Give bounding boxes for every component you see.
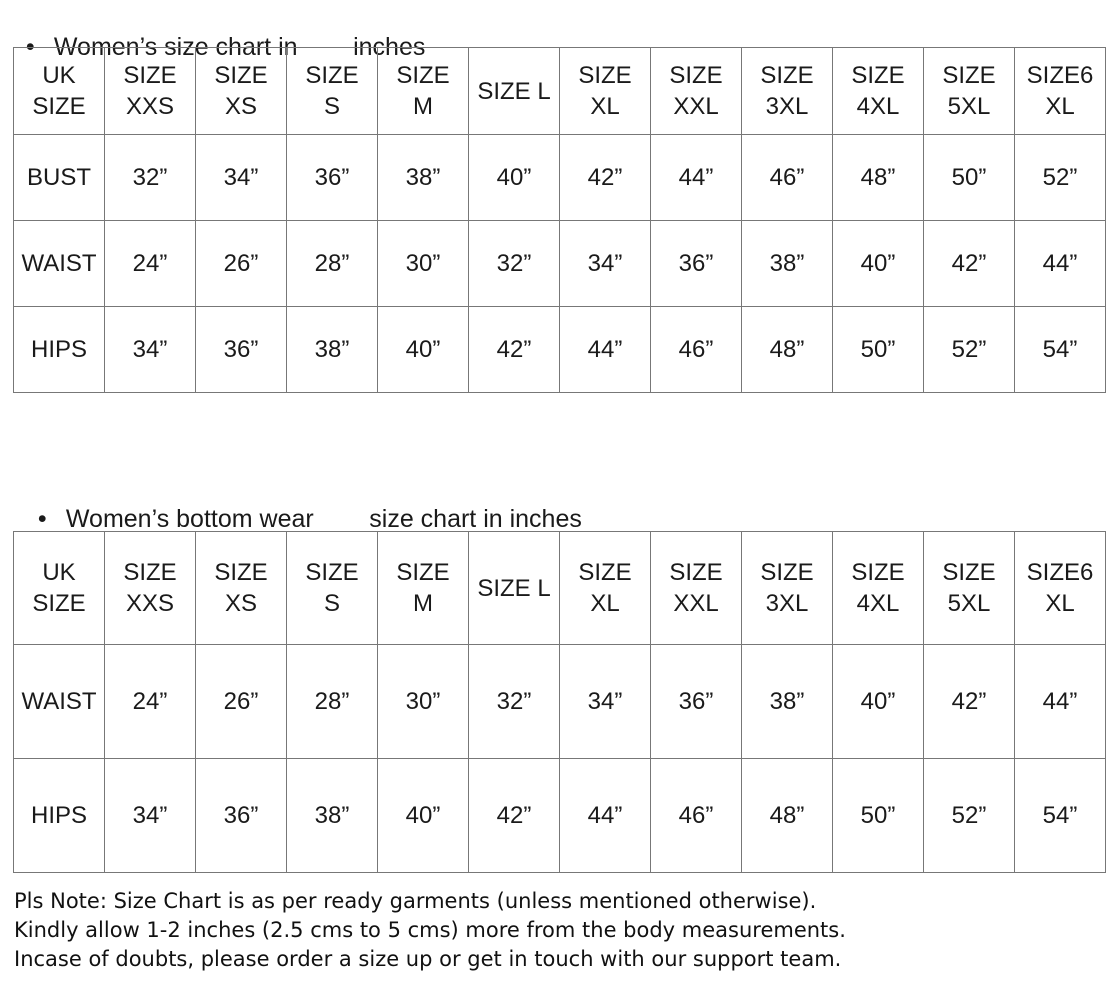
row-label: HIPS xyxy=(14,759,105,873)
note-line: Incase of doubts, please order a size up or get in touch with our support team. xyxy=(14,947,842,971)
table-row-waist xyxy=(14,645,1106,759)
measurement-cell: 36” xyxy=(651,221,742,307)
header-cell-size: SIZE XXL xyxy=(651,532,742,645)
bullet-icon: • xyxy=(37,505,47,533)
measurement-cell: 34” xyxy=(560,221,651,307)
header-cell-size: SIZE XXS xyxy=(105,48,196,135)
heading-text: Women’s bottom wear size chart in inches xyxy=(65,505,582,533)
measurement-cell: 36” xyxy=(196,307,287,393)
measurement-cell: 44” xyxy=(560,307,651,393)
row-label: WAIST xyxy=(14,221,105,307)
header-cell-size: SIZE S xyxy=(287,48,378,135)
measurement-cell: 42” xyxy=(469,759,560,873)
measurement-cell: 38” xyxy=(742,645,833,759)
header-cell-size: SIZE6 XL xyxy=(1015,532,1106,645)
table-row-bust xyxy=(14,135,1106,221)
measurement-cell: 54” xyxy=(1015,307,1106,393)
measurement-cell: 24” xyxy=(105,221,196,307)
row-label: HIPS xyxy=(14,307,105,393)
table-row-hips xyxy=(14,759,1106,873)
measurement-cell: 26” xyxy=(196,221,287,307)
measurement-cell: 42” xyxy=(560,135,651,221)
measurement-cell: 42” xyxy=(924,221,1015,307)
bullet-icon: • xyxy=(25,33,35,61)
measurement-cell: 48” xyxy=(833,135,924,221)
measurement-cell: 46” xyxy=(742,135,833,221)
measurement-cell: 28” xyxy=(287,221,378,307)
measurement-cell: 34” xyxy=(105,759,196,873)
measurement-cell: 32” xyxy=(469,221,560,307)
measurement-cell: 38” xyxy=(742,221,833,307)
measurement-cell: 34” xyxy=(196,135,287,221)
measurement-cell: 50” xyxy=(833,759,924,873)
measurement-cell: 32” xyxy=(105,135,196,221)
header-cell-uk-size: UK SIZE xyxy=(14,532,105,645)
header-cell-size: SIZE S xyxy=(287,532,378,645)
header-cell-size: SIZE XXS xyxy=(105,532,196,645)
measurement-cell: 46” xyxy=(651,307,742,393)
measurement-cell: 34” xyxy=(105,307,196,393)
header-cell-size: SIZE 3XL xyxy=(742,48,833,135)
header-cell-size: SIZE 4XL xyxy=(833,48,924,135)
measurement-cell: 28” xyxy=(287,645,378,759)
measurement-cell: 38” xyxy=(287,759,378,873)
header-cell-size: SIZE6 XL xyxy=(1015,48,1106,135)
table-row-waist xyxy=(14,221,1106,307)
measurement-cell: 36” xyxy=(196,759,287,873)
measurement-cell: 42” xyxy=(469,307,560,393)
womens-bottom-wear-table xyxy=(13,531,1106,873)
header-cell-size: SIZE 5XL xyxy=(924,48,1015,135)
heading-text: Women’s size chart in inches xyxy=(53,33,426,61)
measurement-cell: 42” xyxy=(924,645,1015,759)
measurement-cell: 54” xyxy=(1015,759,1106,873)
measurement-cell: 52” xyxy=(1015,135,1106,221)
size-chart-notes xyxy=(14,887,846,974)
measurement-cell: 40” xyxy=(833,645,924,759)
measurement-cell: 44” xyxy=(651,135,742,221)
measurement-cell: 26” xyxy=(196,645,287,759)
womens-size-chart-table xyxy=(13,47,1106,393)
measurement-cell: 40” xyxy=(469,135,560,221)
header-cell-size: SIZE XL xyxy=(560,532,651,645)
header-cell-size: SIZE XS xyxy=(196,48,287,135)
header-cell-size: SIZE XXL xyxy=(651,48,742,135)
header-row xyxy=(14,532,1106,645)
header-cell-size: SIZE L xyxy=(469,532,560,645)
measurement-cell: 30” xyxy=(378,645,469,759)
header-cell-size: SIZE XL xyxy=(560,48,651,135)
measurement-cell: 40” xyxy=(378,307,469,393)
header-cell-size: SIZE L xyxy=(469,48,560,135)
measurement-cell: 44” xyxy=(1015,221,1106,307)
measurement-cell: 36” xyxy=(287,135,378,221)
measurement-cell: 50” xyxy=(924,135,1015,221)
measurement-cell: 48” xyxy=(742,759,833,873)
header-row xyxy=(14,48,1106,135)
measurement-cell: 44” xyxy=(560,759,651,873)
header-cell-size: SIZE 5XL xyxy=(924,532,1015,645)
measurement-cell: 40” xyxy=(378,759,469,873)
table-row-hips xyxy=(14,307,1106,393)
measurement-cell: 34” xyxy=(560,645,651,759)
measurement-cell: 48” xyxy=(742,307,833,393)
header-cell-uk-size: UK SIZE xyxy=(14,48,105,135)
header-cell-size: SIZE XS xyxy=(196,532,287,645)
note-line: Kindly allow 1-2 inches (2.5 cms to 5 cms) more from the body measurements. xyxy=(14,918,846,942)
measurement-cell: 38” xyxy=(378,135,469,221)
womens-bottom-wear-heading xyxy=(24,476,582,534)
measurement-cell: 50” xyxy=(833,307,924,393)
measurement-cell: 44” xyxy=(1015,645,1106,759)
note-line: Pls Note: Size Chart is as per ready garments (unless mentioned otherwise). xyxy=(14,889,817,913)
row-label: BUST xyxy=(14,135,105,221)
header-cell-size: SIZE M xyxy=(378,532,469,645)
measurement-cell: 52” xyxy=(924,307,1015,393)
measurement-cell: 40” xyxy=(833,221,924,307)
row-label: WAIST xyxy=(14,645,105,759)
header-cell-size: SIZE M xyxy=(378,48,469,135)
header-cell-size: SIZE 4XL xyxy=(833,532,924,645)
measurement-cell: 24” xyxy=(105,645,196,759)
measurement-cell: 52” xyxy=(924,759,1015,873)
measurement-cell: 32” xyxy=(469,645,560,759)
measurement-cell: 46” xyxy=(651,759,742,873)
measurement-cell: 30” xyxy=(378,221,469,307)
header-cell-size: SIZE 3XL xyxy=(742,532,833,645)
measurement-cell: 38” xyxy=(287,307,378,393)
measurement-cell: 36” xyxy=(651,645,742,759)
